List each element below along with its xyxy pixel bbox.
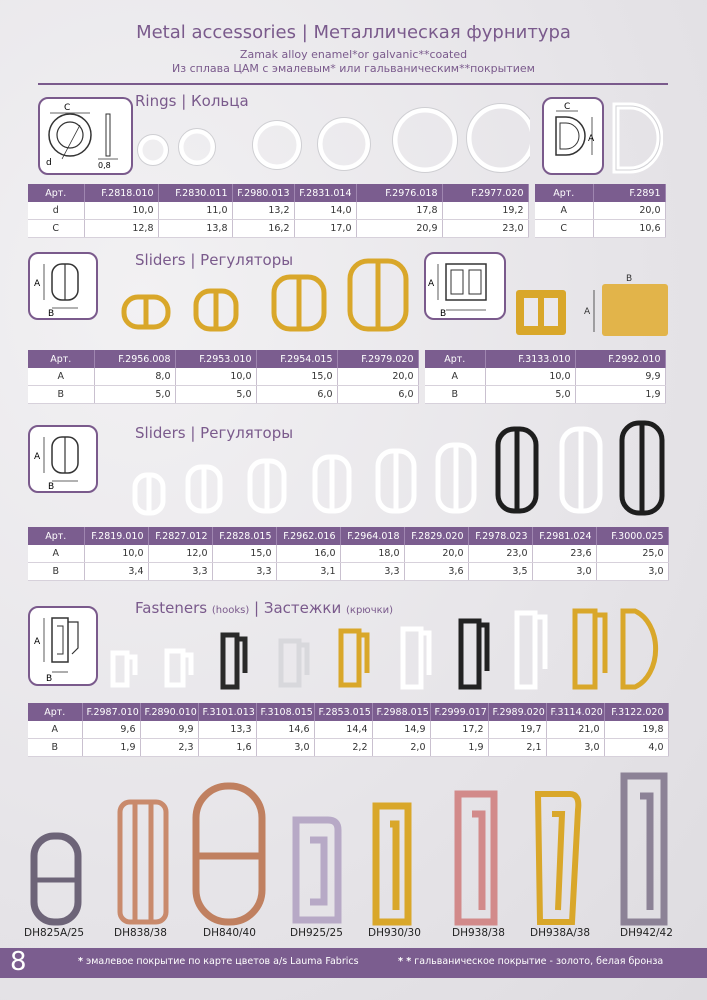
table-cell: 10,0 — [175, 368, 256, 386]
ring-diagram-d: d — [46, 158, 52, 168]
product-label: DH825A/25 — [24, 927, 85, 939]
ring-f2831 — [320, 120, 368, 168]
table-header-cell: F.2818.010 — [84, 184, 158, 202]
ring-f2830 — [181, 131, 213, 163]
table-header-cell: F.2977.020 — [442, 184, 528, 202]
product-label: DH838/38 — [114, 927, 167, 939]
product-label: DH840/40 — [203, 927, 256, 939]
svg-text:A: A — [34, 637, 41, 647]
table-cell: 25,0 — [596, 545, 668, 563]
sliders-table-1 — [28, 350, 419, 404]
product-dh925 — [296, 820, 338, 920]
table-cell: B — [28, 386, 94, 404]
page-number: 8 — [10, 947, 27, 977]
table-cell: 11,0 — [158, 202, 232, 220]
table-cell: A — [28, 368, 94, 386]
fasteners-products — [105, 605, 670, 695]
hook-f2988 — [403, 629, 429, 687]
table-cell: 10,0 — [485, 368, 575, 386]
hook-f3108 — [281, 641, 307, 685]
table-cell: 15,0 — [212, 545, 276, 563]
table-cell: 4,0 — [604, 739, 668, 757]
table-cell: 5,0 — [175, 386, 256, 404]
ring-f2818 — [140, 137, 166, 163]
table-cell: 9,9 — [140, 721, 198, 739]
table-cell: 1,9 — [82, 739, 140, 757]
table-header-cell: F.2981.024 — [532, 527, 596, 545]
table-row — [28, 721, 668, 739]
table-header-cell: Арт. — [535, 184, 593, 202]
svg-text:A: A — [34, 452, 41, 462]
table-header-cell: Арт. — [28, 184, 84, 202]
white-black-sliders — [130, 415, 670, 525]
svg-text:B: B — [46, 674, 53, 684]
table-cell: 20,0 — [404, 545, 468, 563]
footnote-galvanic: * * гальваническое покрытие - золото, белая бронза — [398, 956, 664, 967]
svg-text:B: B — [48, 482, 55, 491]
subtitle-en: Zamak alloy enamel*or galvanic**coated — [239, 48, 468, 61]
table-cell: d — [28, 202, 84, 220]
sliders-title-2: Sliders | Регуляторы — [135, 424, 294, 442]
ring-diagram-c: C — [64, 103, 71, 113]
table-cell: 19,8 — [604, 721, 668, 739]
page-title: Metal accessories | Металлическая фурнитура — [136, 22, 571, 43]
table-cell: B — [28, 739, 82, 757]
fastener-diagram — [28, 606, 98, 686]
table-cell: 23,0 — [468, 545, 532, 563]
sliders-table-2 — [425, 350, 666, 404]
d-ring-diagram-a: A — [588, 134, 595, 144]
table-header-cell: F.3000.025 — [596, 527, 668, 545]
table-header-cell: F.2827.012 — [148, 527, 212, 545]
table-row — [535, 220, 665, 238]
table-header-cell: F.3108.015 — [256, 703, 314, 721]
rings-table — [28, 184, 529, 238]
table-header-cell: F.3133.010 — [485, 350, 575, 368]
table-cell: 1,9 — [575, 386, 665, 404]
table-cell: 15,0 — [256, 368, 337, 386]
table-header-cell: F.2964.018 — [340, 527, 404, 545]
hook-f2999 — [461, 621, 487, 687]
table-header-cell: F.2979.020 — [337, 350, 418, 368]
table-cell: A — [535, 202, 593, 220]
svg-text:B: B — [440, 309, 447, 318]
table-cell: 3,3 — [148, 563, 212, 581]
table-header-cell: F.2978.023 — [468, 527, 532, 545]
table-header-cell: F.2829.020 — [404, 527, 468, 545]
table-cell: 14,9 — [372, 721, 430, 739]
table-row — [28, 220, 528, 238]
table-header-cell: Арт. — [28, 703, 82, 721]
table-cell: 9,9 — [575, 368, 665, 386]
table-cell: 3,0 — [532, 563, 596, 581]
table-header-cell: F.2831.014 — [294, 184, 356, 202]
table-row — [28, 563, 668, 581]
table-header — [28, 184, 528, 202]
hook-f3101 — [223, 635, 245, 687]
table-cell: 1,6 — [198, 739, 256, 757]
table-header-cell: F.2956.008 — [94, 350, 175, 368]
table-cell: 14,0 — [294, 202, 356, 220]
table-row — [28, 202, 528, 220]
table-header — [28, 527, 668, 545]
table-cell: 17,0 — [294, 220, 356, 238]
slider-diagram-1 — [28, 252, 98, 320]
table-header-cell: F.3114.020 — [546, 703, 604, 721]
product-dh825a — [34, 836, 78, 922]
table-header-cell: F.2819.010 — [84, 527, 148, 545]
hook-f2890 — [167, 651, 191, 685]
table-row — [535, 202, 665, 220]
ring-f2977 — [469, 106, 530, 170]
slider-f3133 — [516, 290, 566, 335]
table-cell: C — [535, 220, 593, 238]
table-cell: 23,6 — [532, 545, 596, 563]
header-divider — [38, 83, 668, 85]
subtitle-ru: Из сплава ЦАМ с эмалевым* или гальваническим**покрытием — [172, 62, 535, 75]
table-cell: 2,1 — [488, 739, 546, 757]
table-cell: 9,6 — [82, 721, 140, 739]
table-cell: 17,2 — [430, 721, 488, 739]
table-cell: 20,0 — [337, 368, 418, 386]
table-cell: 3,3 — [340, 563, 404, 581]
product-dh840 — [196, 786, 262, 922]
table-cell: 13,3 — [198, 721, 256, 739]
ring-f2976 — [395, 110, 455, 170]
product-dh938a — [538, 794, 578, 922]
table-cell: 3,3 — [212, 563, 276, 581]
table-header-cell: F.2953.010 — [175, 350, 256, 368]
table-cell: 3,1 — [276, 563, 340, 581]
d-ring-f2891 — [608, 100, 663, 178]
table-cell: 5,0 — [485, 386, 575, 404]
table-cell: 3,5 — [468, 563, 532, 581]
product-label: DH930/30 — [368, 927, 421, 939]
product-dh938 — [458, 794, 494, 922]
table-cell: 14,4 — [314, 721, 372, 739]
table-header-cell: F.2828.015 — [212, 527, 276, 545]
table-cell: A — [425, 368, 485, 386]
table-header — [425, 350, 665, 368]
table-header-cell: F.2962.016 — [276, 527, 340, 545]
table-cell: 3,0 — [596, 563, 668, 581]
svg-text:A: A — [428, 279, 435, 289]
table-header — [535, 184, 665, 202]
table-cell: 3,0 — [546, 739, 604, 757]
table-row — [425, 368, 665, 386]
table-cell: 16,2 — [232, 220, 294, 238]
table-cell: 3,0 — [256, 739, 314, 757]
table-header-cell: F.2954.015 — [256, 350, 337, 368]
table-cell: 2,2 — [314, 739, 372, 757]
ring-diagram-thickness: 0,8 — [98, 161, 111, 170]
d-ring-diagram-c: C — [564, 102, 571, 112]
table-cell: 12,8 — [84, 220, 158, 238]
table-row — [28, 545, 668, 563]
product-dh930 — [376, 806, 408, 922]
table-cell: 21,0 — [546, 721, 604, 739]
table-header — [28, 350, 418, 368]
table-cell: 13,2 — [232, 202, 294, 220]
table-cell: 5,0 — [94, 386, 175, 404]
table-cell: 20,0 — [593, 202, 665, 220]
table-cell: 1,9 — [430, 739, 488, 757]
sliders-title-1: Sliders | Регуляторы — [135, 251, 294, 269]
gold-sliders — [118, 255, 418, 345]
slider-f2992 — [602, 284, 668, 336]
svg-text:B: B — [626, 274, 633, 284]
table-header-cell: Арт. — [28, 350, 94, 368]
table-header-cell: F.2890.010 — [140, 703, 198, 721]
table-cell: 23,0 — [442, 220, 528, 238]
table-header-cell: F.2830.011 — [158, 184, 232, 202]
table-header-cell: Арт. — [425, 350, 485, 368]
product-label: DH942/42 — [620, 927, 673, 939]
d-ring-diagram — [542, 97, 604, 175]
fasteners-table — [28, 703, 669, 757]
product-label: DH938/38 — [452, 927, 505, 939]
gold-flat-sliders — [510, 270, 675, 345]
svg-text:A: A — [34, 279, 41, 289]
table-cell: 13,8 — [158, 220, 232, 238]
table-header-cell: F.2853.015 — [314, 703, 372, 721]
hook-f2853 — [341, 631, 367, 685]
svg-text:B: B — [48, 309, 55, 318]
table-cell: 3,6 — [404, 563, 468, 581]
table-header-cell: F.2891 — [593, 184, 665, 202]
table-cell: 20,9 — [356, 220, 442, 238]
table-header-cell: F.2987.010 — [82, 703, 140, 721]
sliders-table-3 — [28, 527, 669, 581]
table-cell: 12,0 — [148, 545, 212, 563]
rings-title: Rings | Кольца — [135, 92, 249, 110]
table-cell: 17,8 — [356, 202, 442, 220]
table-header-cell: F.3122.020 — [604, 703, 668, 721]
hook-f2989 — [517, 613, 545, 687]
table-cell: 2,0 — [372, 739, 430, 757]
fasteners-title: Fasteners (hooks) | Застежки (крючки) — [135, 599, 394, 617]
hook-f2987 — [113, 653, 135, 685]
slider-diagram-3 — [28, 425, 98, 493]
d-ring-table — [535, 184, 666, 238]
hook-f3122 — [623, 611, 656, 687]
product-dh838 — [120, 802, 166, 922]
table-row — [28, 739, 668, 757]
table-header-cell: F.2980.013 — [232, 184, 294, 202]
table-cell: 8,0 — [94, 368, 175, 386]
table-cell: 6,0 — [256, 386, 337, 404]
product-label: DH938A/38 — [530, 927, 591, 939]
table-header-cell: F.2976.018 — [356, 184, 442, 202]
table-cell: A — [28, 721, 82, 739]
table-header-cell: F.2989.020 — [488, 703, 546, 721]
table-header-cell: Арт. — [28, 527, 84, 545]
table-cell: C — [28, 220, 84, 238]
slider-diagram-2 — [424, 252, 506, 320]
product-dh942 — [624, 776, 664, 922]
table-cell: B — [425, 386, 485, 404]
table-cell: 14,6 — [256, 721, 314, 739]
table-cell: 3,4 — [84, 563, 148, 581]
table-header-cell: F.3101.013 — [198, 703, 256, 721]
svg-text:A: A — [584, 307, 591, 317]
table-cell: A — [28, 545, 84, 563]
table-row — [28, 386, 418, 404]
table-cell: 19,2 — [442, 202, 528, 220]
table-cell: 10,0 — [84, 545, 148, 563]
table-cell: 16,0 — [276, 545, 340, 563]
table-cell: 10,0 — [84, 202, 158, 220]
table-cell: 2,3 — [140, 739, 198, 757]
footnote-enamel: * эмалевое покрытие по карте цветов a/s Lauma Fabrics — [78, 956, 359, 967]
table-row — [28, 368, 418, 386]
table-cell: 19,7 — [488, 721, 546, 739]
table-header — [28, 703, 668, 721]
rings-products — [135, 100, 530, 185]
table-row — [425, 386, 665, 404]
ring-diagram — [38, 97, 133, 175]
table-cell: 10,6 — [593, 220, 665, 238]
product-label: DH925/25 — [290, 927, 343, 939]
table-header-cell: F.2992.010 — [575, 350, 665, 368]
table-cell: 18,0 — [340, 545, 404, 563]
ring-f2980 — [255, 123, 299, 167]
table-header-cell: F.2988.015 — [372, 703, 430, 721]
hook-f3114 — [575, 611, 605, 687]
table-cell: B — [28, 563, 84, 581]
bottom-products — [20, 770, 690, 930]
table-header-cell: F.2999.017 — [430, 703, 488, 721]
table-cell: 6,0 — [337, 386, 418, 404]
